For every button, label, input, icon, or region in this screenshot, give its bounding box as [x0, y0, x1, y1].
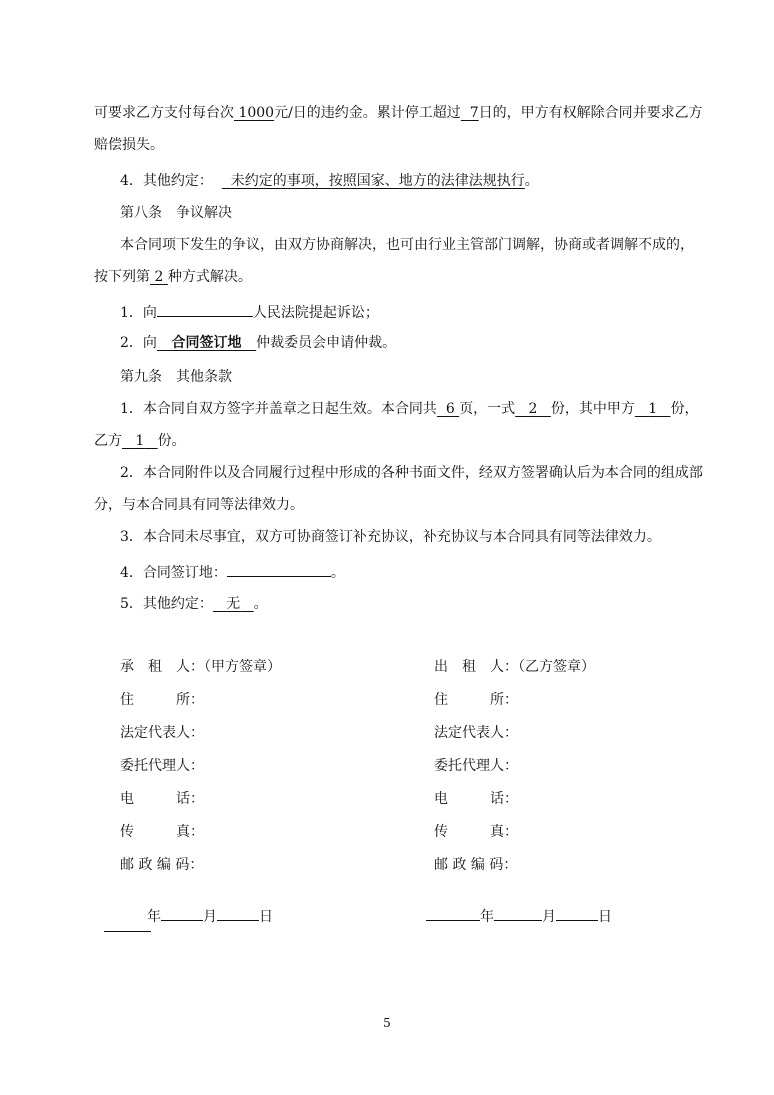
penalty-text-a: 可要求乙方支付每台次	[94, 105, 234, 121]
lessor-agent-label: 委托代理人：	[434, 758, 518, 774]
lessee-agent-label: 委托代理人：	[120, 758, 204, 774]
article-8-choice: 2	[154, 269, 164, 285]
other-agreement-4-label: 4．其他约定：	[120, 173, 213, 189]
article-9-clause-1-line-2: 乙方 1 份。	[94, 433, 186, 449]
signing-place-blank	[227, 562, 331, 577]
arbitration-place: 合同签订地	[171, 335, 242, 351]
penalty-days: 7	[469, 105, 479, 121]
lessee-phone-label: 电 话：	[120, 791, 204, 807]
lessee-date-year-blank	[104, 931, 151, 932]
article-9-clause-2: 2．本合同附件以及合同履行过程中形成的各种书面文件，经双方签署确认后为本合同的组成部	[120, 465, 703, 481]
lessee-address-label: 住 所：	[120, 692, 204, 708]
lessee-label: 承 租 人：（甲方签章）	[120, 659, 281, 675]
party-b-copies: 1	[135, 433, 145, 449]
article-9-clause-5: 5．其他约定： 无 。	[120, 596, 268, 612]
article-9-clause-2-line-2: 分，与本合同具有同等法律效力。	[94, 497, 304, 513]
other-agreement-5-value: 无	[226, 596, 241, 612]
court-blank	[157, 302, 253, 317]
party-a-copies: 1	[648, 401, 658, 417]
article-8-line-1: 本合同项下发生的争议，由双方协商解决，也可由行业主管部门调解，协商或者调解不成的，	[120, 237, 694, 253]
lessor-date-line: 年 月 日	[426, 906, 612, 926]
lessor-postcode-label: 邮 政 编 码：	[434, 857, 518, 873]
lessor-phone-label: 电 话：	[434, 791, 518, 807]
article-8-option-1: 1．向 人民法院提起诉讼；	[120, 302, 379, 322]
penalty-amount: 1000	[238, 105, 275, 121]
article-9-clause-1: 1．本合同自双方签字并盖章之日起生效。本合同共 6 页，一式 2 份，其中甲方 1 份，	[120, 401, 699, 417]
page-number: 5	[383, 1016, 391, 1030]
lessor-legal-rep-label: 法定代表人：	[434, 725, 518, 741]
article-9-title: 第九条 其他条款	[120, 369, 232, 385]
lessee-date-line: 年 月 日	[147, 906, 273, 926]
penalty-text-c: 日的，甲方有权解除合同并要求乙方	[478, 105, 703, 121]
lessee-fax-label: 传 真：	[120, 824, 204, 840]
penalty-line-1	[94, 104, 703, 122]
lessee-postcode-label: 邮 政 编 码：	[120, 857, 204, 873]
lessor-fax-label: 传 真：	[434, 824, 518, 840]
article-8-title: 第八条 争议解决	[120, 205, 232, 221]
penalty-line-2: 赔偿损失。	[94, 137, 164, 153]
lessor-address-label: 住 所：	[434, 692, 518, 708]
copy-count: 2	[528, 401, 538, 417]
article-8-line-2: 按下列第 2 种方式解决。	[94, 269, 252, 285]
article-9-clause-4: 4．合同签订地： 。	[120, 562, 345, 582]
other-agreement-4: 4．其他约定： 未约定的事项，按照国家、地方的法律法规执行。	[120, 173, 539, 189]
article-9-clause-3: 3．本合同未尽事宜，双方可协商签订补充协议，补充协议与本合同具有同等法律效力。	[120, 529, 661, 545]
penalty-text-b: 元/日的违约金。累计停工超过	[274, 105, 461, 121]
page-count: 6	[445, 401, 455, 417]
other-agreement-4-value: 未约定的事项，按照国家、地方的法律法规执行	[230, 173, 525, 189]
lessor-label: 出 租 人：（乙方签章）	[434, 659, 595, 675]
article-8-option-2: 2．向 合同签订地 仲裁委员会申请仲裁。	[120, 335, 397, 351]
lessee-legal-rep-label: 法定代表人：	[120, 725, 204, 741]
